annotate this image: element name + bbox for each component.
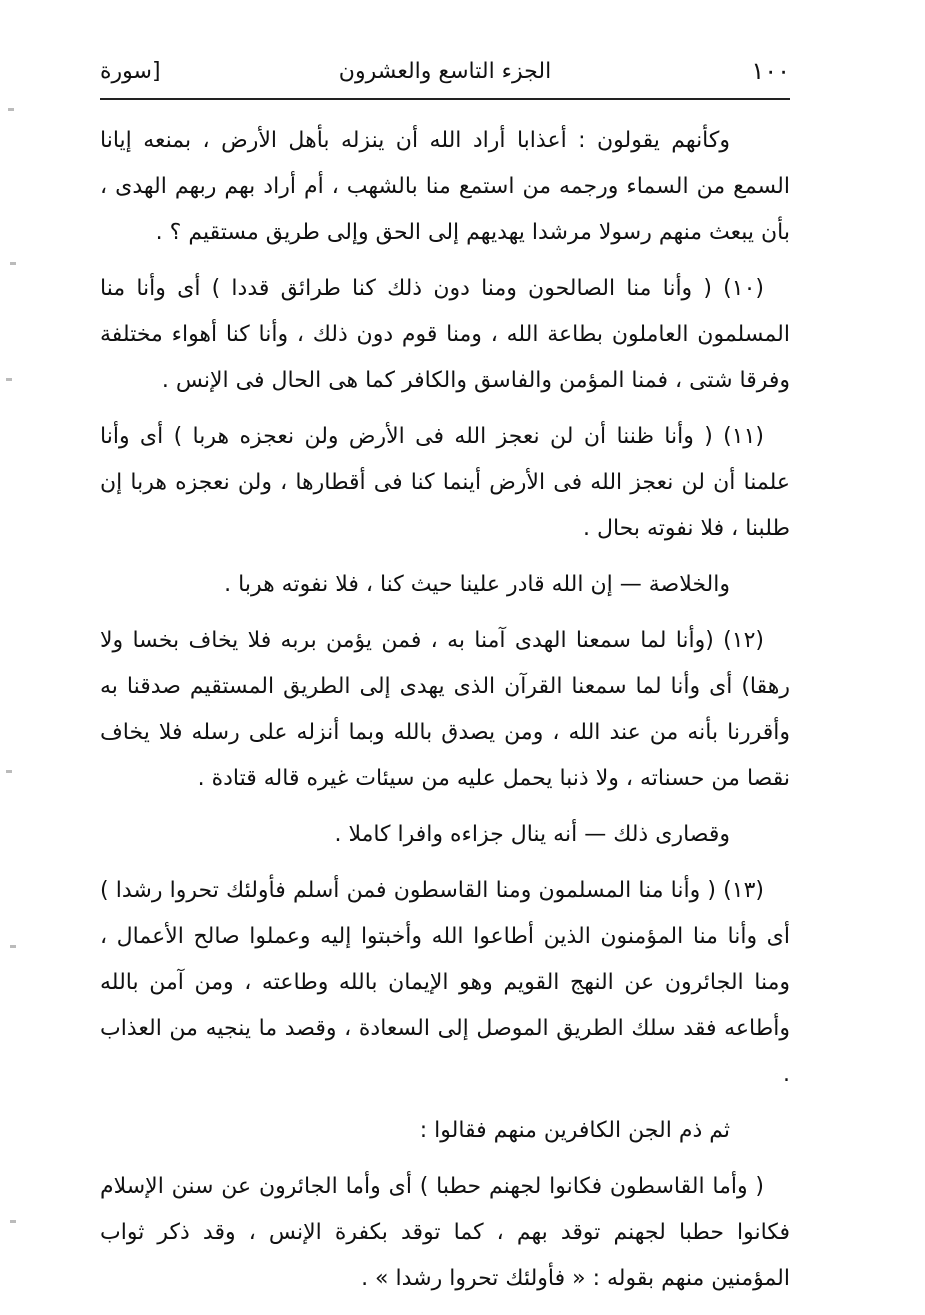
scan-speck xyxy=(8,108,14,111)
paragraph-1: وكأنهم يقولون : أعذابا أراد الله أن ينزله بأهل الأرض ، بمنعه إيانا السمع من السماء ورجمه من استمع منا بالشهب ، أم أراد بهم ربهم الهدى ، بأن يبعث منهم رسولا مرشدا يهديهم إلى الحق وإلى طريق مستقيم ؟ . xyxy=(100,128,790,245)
paragraph-verse-10: (١٠) ( وأنا منا الصالحون ومنا دون ذلك كنا طرائق قددا ) أى وأنا منا المسلمون العاملون بطاعة الله ، ومنا قوم دون ذلك ، وأنا كنا أهواء مختلفة وفرقا شتى ، فمنا المؤمن والفاسق والكافر كما هى الحال فى الإنس . xyxy=(100,276,790,393)
scan-speck xyxy=(6,770,12,773)
scan-speck xyxy=(10,945,16,948)
running-title: الجزء التاسع والعشرون xyxy=(338,59,552,84)
page-body xyxy=(100,118,790,1312)
paragraph-summary-2: وقصارى ذلك — أنه ينال جزاءه وافرا كاملا . xyxy=(334,822,730,847)
paragraph-verse-12: (١٢) (وأنا لما سمعنا الهدى آمنا به ، فمن يؤمن بربه فلا يخاف بخسا ولا رهقا) أى وأنا لما سمعنا القرآن الذى يهدى إلى الطريق المستقيم صدقنا به وأقررنا بأنه من عند الله ، ومن يصدق بالله وبما أنزله على رسله فلا يخاف نقصا من حسناته ، ولا ذنبا يحمل عليه من سيئات غيره قاله قتادة . xyxy=(100,628,790,791)
scan-speck xyxy=(10,262,16,265)
paragraph-verse-13: (١٣) ( وأنا منا المسلمون ومنا القاسطون فمن أسلم فأولئك تحروا رشدا ) أى وأنا منا المؤمنون الذين أطاعوا الله وأخبتوا إليه وعملوا صالح الأعمال ، ومنا الجائرون عن النهج القويم وهو الإيمان بالله وطاعته ، ومن آمن بالله وأطاعه فقد سلك الطريق الموصل إلى السعادة ، وقصد ما ينجيه من العذاب . xyxy=(100,878,790,1087)
paragraph-jinn-condemn: ثم ذم الجن الكافرين منهم فقالوا : xyxy=(419,1118,730,1143)
paragraph-verse-11: (١١) ( وأنا ظننا أن لن نعجز الله فى الأرض ولن نعجزه هربا ) أى وأنا علمنا أن لن نعجز الله فى الأرض أينما كنا فى أقطارها ، ولن نعجزه هربا إن طلبنا ، فلا نفوته بحال . xyxy=(100,424,790,541)
paragraph-summary-1: والخلاصة — إن الله قادر علينا حيث كنا ، فلا نفوته هربا . xyxy=(224,572,730,597)
scan-speck xyxy=(6,378,12,381)
header-rule xyxy=(100,98,790,100)
page-number: ١٠٠ xyxy=(751,57,790,85)
scan-speck xyxy=(10,1220,16,1223)
paragraph-qasitun: ( وأما القاسطون فكانوا لجهنم حطبا ) أى وأما الجائرون عن سنن الإسلام فكانوا حطبا لجهنم توقد بهم ، كما توقد بكفرة الإنس ، وقد ذكر ثواب المؤمنين منهم بقوله : « فأولئك تحروا رشدا » . xyxy=(100,1174,790,1291)
surah-label: [سورة xyxy=(100,59,161,84)
page-header xyxy=(100,55,790,95)
